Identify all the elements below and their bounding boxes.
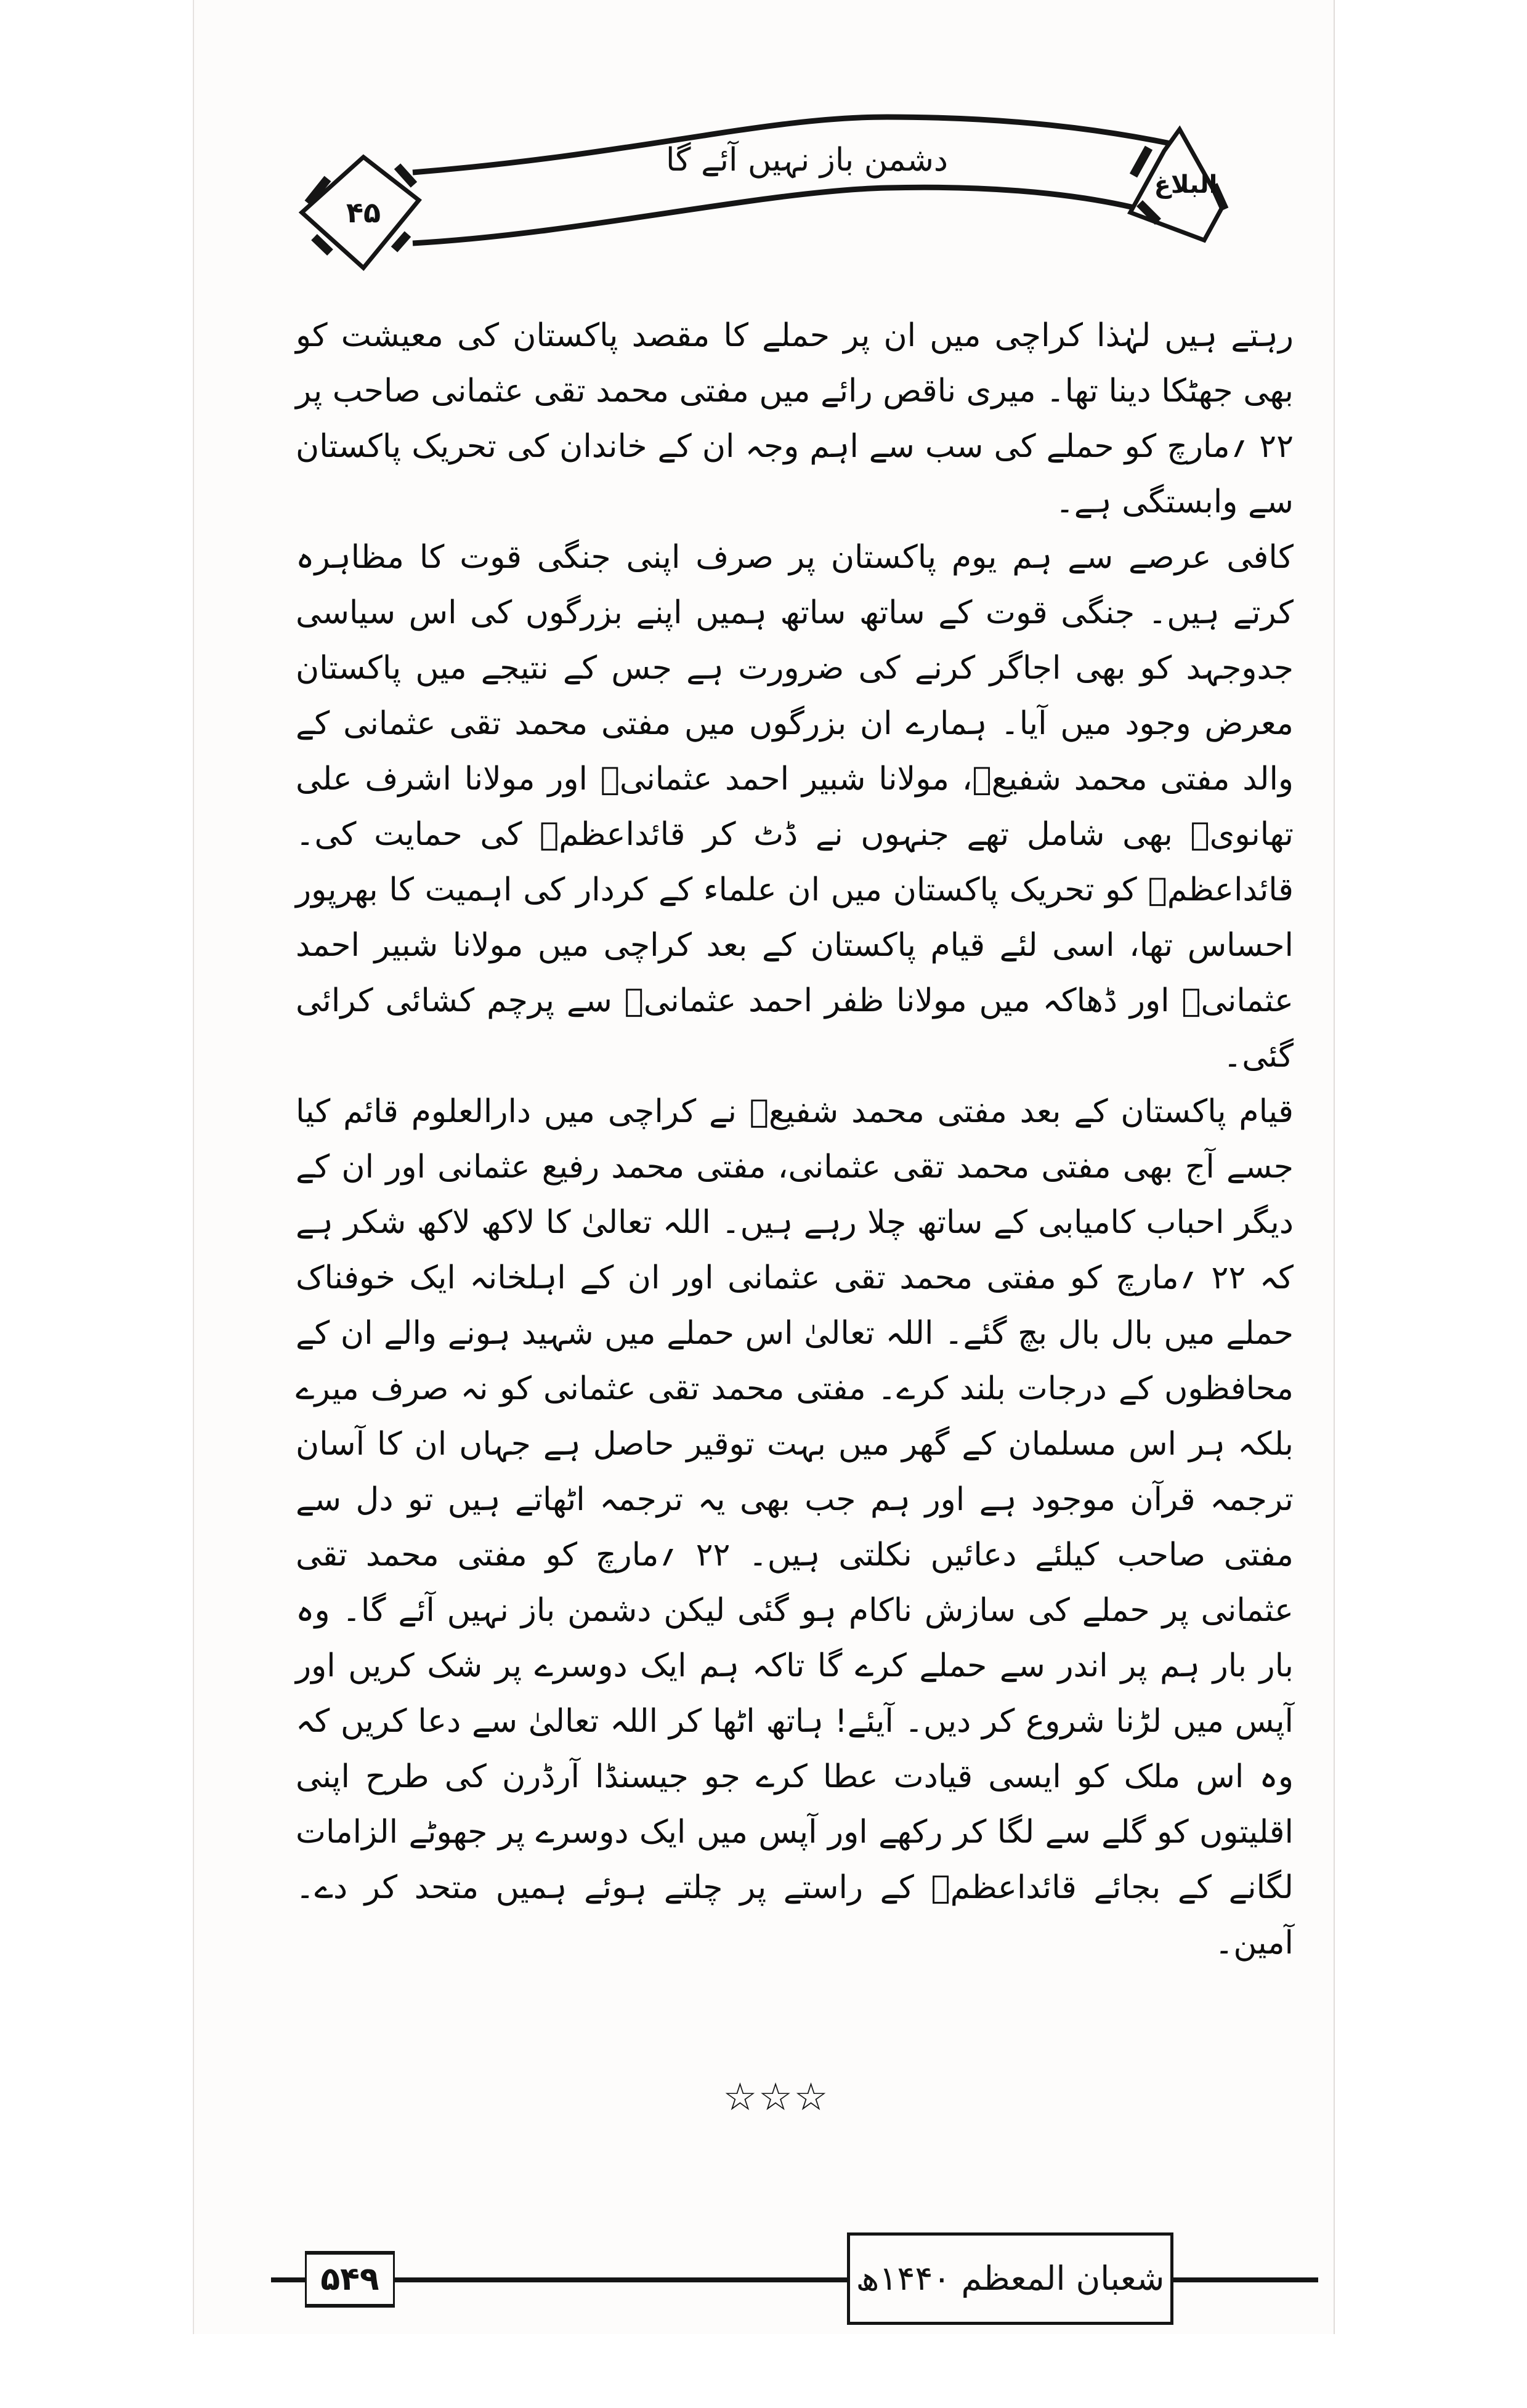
issue-page-number: ۴۵ [346,196,381,229]
magazine-name: البلاغ [1154,171,1218,199]
ribbon-bottom-edge [413,187,1164,243]
page-footer [271,2223,1318,2334]
page-header [271,111,1318,289]
end-of-article-stars-icon: ☆☆☆ [723,2074,830,2119]
paragraph: رہتے ہیں لہٰذا کراچی میں ان پر حملے کا مقصد پاکستان کی معیشت کو بھی جھٹکا دینا تھا۔ میری ناقص رائے میں مفتی محمد تقی عثمانی صاحب پر ۲۲ ؍مارچ کو حملے کی سب سے اہم وجہ ان کے خاندان کی تحریک پاکستان سے وابستگی ہے۔ [296,317,1294,520]
paragraph: قیام پاکستان کے بعد مفتی محمد شفیعؒ نے کراچی میں دارالعلوم قائم کیا جسے آج بھی مفتی محمد تقی عثمانی، مفتی محمد رفیع عثمانی اور ان کے دیگر احباب کامیابی کے ساتھ چلا رہے ہیں۔ اللہ تعالیٰ کا لاکھ لاکھ شکر ہے کہ ۲۲ ؍مارچ کو مفتی محمد تقی عثمانی اور ان کے اہلخانہ ایک خوفناک حملے میں بال بال بچ گئے۔ اللہ تعالیٰ اس حملے میں شہید ہونے والے ان کے محافظوں کے درجات بلند کرے۔ مفتی محمد تقی عثمانی کو نہ صرف میرے بلکہ ہر اس مسلمان کے گھر میں بہت توقیر حاصل ہے جہاں ان کا آسان ترجمہ قرآن موجود ہے اور ہم جب بھی یہ ترجمہ اٹھاتے ہیں تو دل سے مفتی صاحب کیلئے دعائیں نکلتی ہیں۔ ۲۲ ؍مارچ کو مفتی محمد تقی عثمانی پر حملے کی سازش ناکام ہو گئی لیکن دشمن باز نہیں آئے گا۔ وہ بار بار ہم پر اندر سے حملے کرے گا تاکہ ہم ایک دوسرے پر شک کریں اور آپس میں لڑنا شروع کر دیں۔ آیئے! ہاتھ اٹھا کر اللہ تعالیٰ سے دعا کریں کہ وہ اس ملک کو ایسی قیادت عطا کرے جو جیسنڈا آرڈرن کی طرح اپنی اقلیتوں کو گلے سے لگا کر رکھے اور آپس میں ایک دوسرے پر جھوٹے الزامات لگانے کے بجائے قائداعظمؒ کے راستے پر چلتے ہوئے ہمیں متحد کر دے۔ آمین۔ [296,1093,1294,1962]
page-content [271,0,1318,2334]
paragraph: کافی عرصے سے ہم یوم پاکستان پر صرف اپنی جنگی قوت کا مظاہرہ کرتے ہیں۔ جنگی قوت کے ساتھ ساتھ ہمیں اپنے بزرگوں کی اس سیاسی جدوجہد کو بھی اجاگر کرنے کی ضرورت ہے جس کے نتیجے میں پاکستان معرض وجود میں آیا۔ ہمارے ان بزرگوں میں مفتی محمد تقی عثمانی کے والد مفتی محمد شفیعؒ، مولانا شبیر احمد عثمانیؒ اور مولانا اشرف علی تھانویؒ بھی شامل تھے جنہوں نے ڈٹ کر قائداعظمؒ کی حمایت کی۔ قائداعظمؒ کو تحریک پاکستان میں ان علماء کے کردار کی اہمیت کا بھرپور احساس تھا، اسی لئے قیام پاکستان کے بعد کراچی میں مولانا شبیر احمد عثمانیؒ اور ڈھاکہ میں مولانا ظفر احمد عثمانیؒ سے پرچم کشائی کرائی گئی۔ [296,539,1294,1075]
running-title: دشمن باز نہیں آئے گا [665,142,949,179]
article-body [296,308,1294,1971]
page-number: ۵۴۹ [305,2251,395,2308]
issue-date: شعبان المعظم ۱۴۴۰ھ [847,2232,1173,2325]
